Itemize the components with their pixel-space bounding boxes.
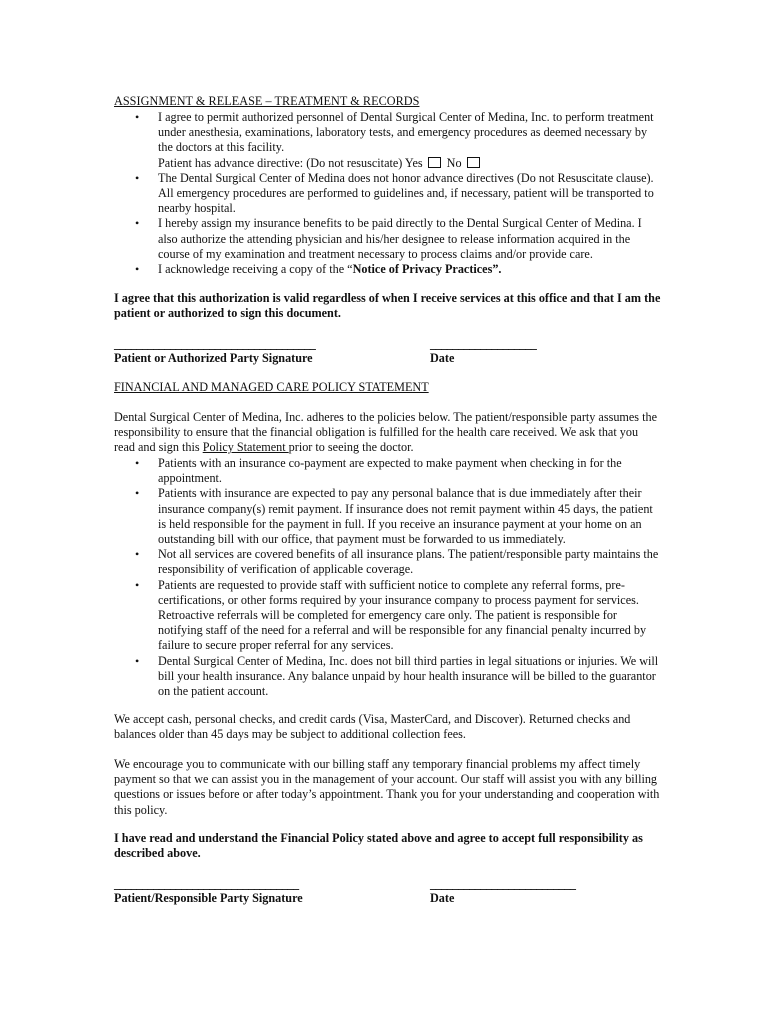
responsible-party-signature-line[interactable]: _________________________________	[114, 877, 299, 891]
copayment-text: Patients with an insurance co-payment are expected to make payment when checking in for the appointment.	[158, 456, 622, 486]
billing-communication-paragraph: We encourage you to communicate with our billing staff any temporary financial problems my affect timely payment so that we can assist you in the management of your account. Our staff will assist you with any billing questions or issues before or after today’s appointment. Thank you for your understanding and cooperation with this policy.	[114, 757, 660, 817]
advance-directive-line	[158, 156, 662, 171]
bullet-assign-benefits	[114, 216, 662, 262]
third-parties-text: Dental Surgical Center of Medina, Inc. does not bill third parties in legal situations or injuries. We will bill your health insurance. Any balance unpaid by hour health insurance will be billed to the guarantor on the patient account.	[158, 653, 659, 699]
financial-date-line[interactable]: __________________________	[430, 877, 576, 891]
bullet-referrals	[114, 578, 662, 654]
no-checkbox[interactable]	[467, 157, 480, 168]
responsible-party-signature-label: Patient/Responsible Party Signature	[114, 891, 303, 905]
payment-methods-paragraph: We accept cash, personal checks, and credit cards (Visa, MasterCard, and Discover). Returned checks and balances older than 45 days may be subject to additional collection fees.	[114, 712, 631, 742]
financial-intro-end: prior to seeing the doctor.	[288, 440, 414, 455]
assignment-bullet-list	[114, 110, 662, 277]
bullet-third-parties	[114, 654, 662, 700]
advance-directive-label: Patient has advance directive: (Do not resuscitate) Yes	[158, 155, 423, 170]
financial-bullet-list	[114, 456, 662, 699]
date-line[interactable]: ___________________	[430, 337, 537, 351]
financial-intro-text: Dental Surgical Center of Medina, Inc. adheres to the policies below. The patient/responsible party assumes the responsibility to ensure that the financial obligation is fulfilled for the health care received. We ask that you read and sign this	[114, 410, 657, 455]
bullet-consent-treatment	[114, 110, 662, 171]
yes-checkbox[interactable]	[428, 157, 441, 168]
assignment-release-heading: ASSIGNMENT & RELEASE – TREATMENT & RECORDS	[114, 94, 420, 108]
no-label: No	[446, 155, 462, 170]
privacy-notice-prefix: I acknowledge receiving a copy of the “	[158, 262, 353, 277]
privacy-notice-title: Notice of Privacy Practices”.	[352, 262, 502, 277]
patient-signature-line[interactable]: ____________________________________	[114, 337, 316, 351]
personal-balance-text: Patients with insurance are expected to pay any personal balance that is due immediately after their insurance company(s) remit payment. If insurance does not remit payment within 45 days, the patient is held responsible for the payment in full. If you receive an insurance payment at your home on an outstanding bill with our office, that payment must be forwarded to us immediately.	[158, 486, 653, 547]
consent-treatment-text: I agree to permit authorized personnel of Dental Surgical Center of Medina, Inc. to perform treatment under anesthesia, examinations, laboratory tests, and emergency procedures as deemed necessary by the doctors at this facility.	[158, 110, 654, 155]
assign-benefits-text: I hereby assign my insurance benefits to be paid directly to the Dental Surgical Center of Medina. I also authorize the attending physician and his/her designee to release information acquired in the course of my examination and treatment necessary to process claims and/or provide care.	[158, 216, 642, 261]
bullet-privacy-notice	[114, 262, 662, 277]
date-label: Date	[430, 351, 455, 365]
financial-date-label: Date	[430, 891, 455, 905]
coverage-text: Not all services are covered benefits of all insurance plans. The patient/responsible party maintains the responsibility of verification of applicable coverage.	[158, 547, 659, 577]
financial-policy-heading: FINANCIAL AND MANAGED CARE POLICY STATEMENT	[114, 380, 429, 394]
bullet-advance-directives	[114, 171, 662, 217]
bullet-coverage	[114, 547, 662, 577]
policy-statement-text: Policy Statement	[202, 440, 289, 455]
advance-directives-text: The Dental Surgical Center of Medina does not honor advance directives (Do not Resuscitate clause). All emergency procedures are performed to guidelines and, if necessary, patient will be transported to nearby hospital.	[158, 170, 654, 216]
referrals-text: Patients are requested to provide staff with sufficient notice to complete any referral forms, pre-certifications, or other forms required by your insurance company to process payment for services. Retroactive referrals will be completed for emergency care only. The patient is responsible for notifying staff of the need for a referral and will be responsible for any financial penalty incurred by failure to secure proper referral for any services.	[158, 577, 647, 653]
financial-acknowledgement: I have read and understand the Financial Policy stated above and agree to accept full responsibility as described above.	[114, 831, 643, 861]
bullet-copayment	[114, 456, 662, 486]
authorization-agreement: I agree that this authorization is valid regardless of when I receive services at this office and that I am the patient or authorized to sign this document.	[114, 291, 661, 321]
patient-signature-label: Patient or Authorized Party Signature	[114, 351, 313, 365]
bullet-personal-balance	[114, 486, 662, 547]
financial-intro	[114, 410, 662, 456]
